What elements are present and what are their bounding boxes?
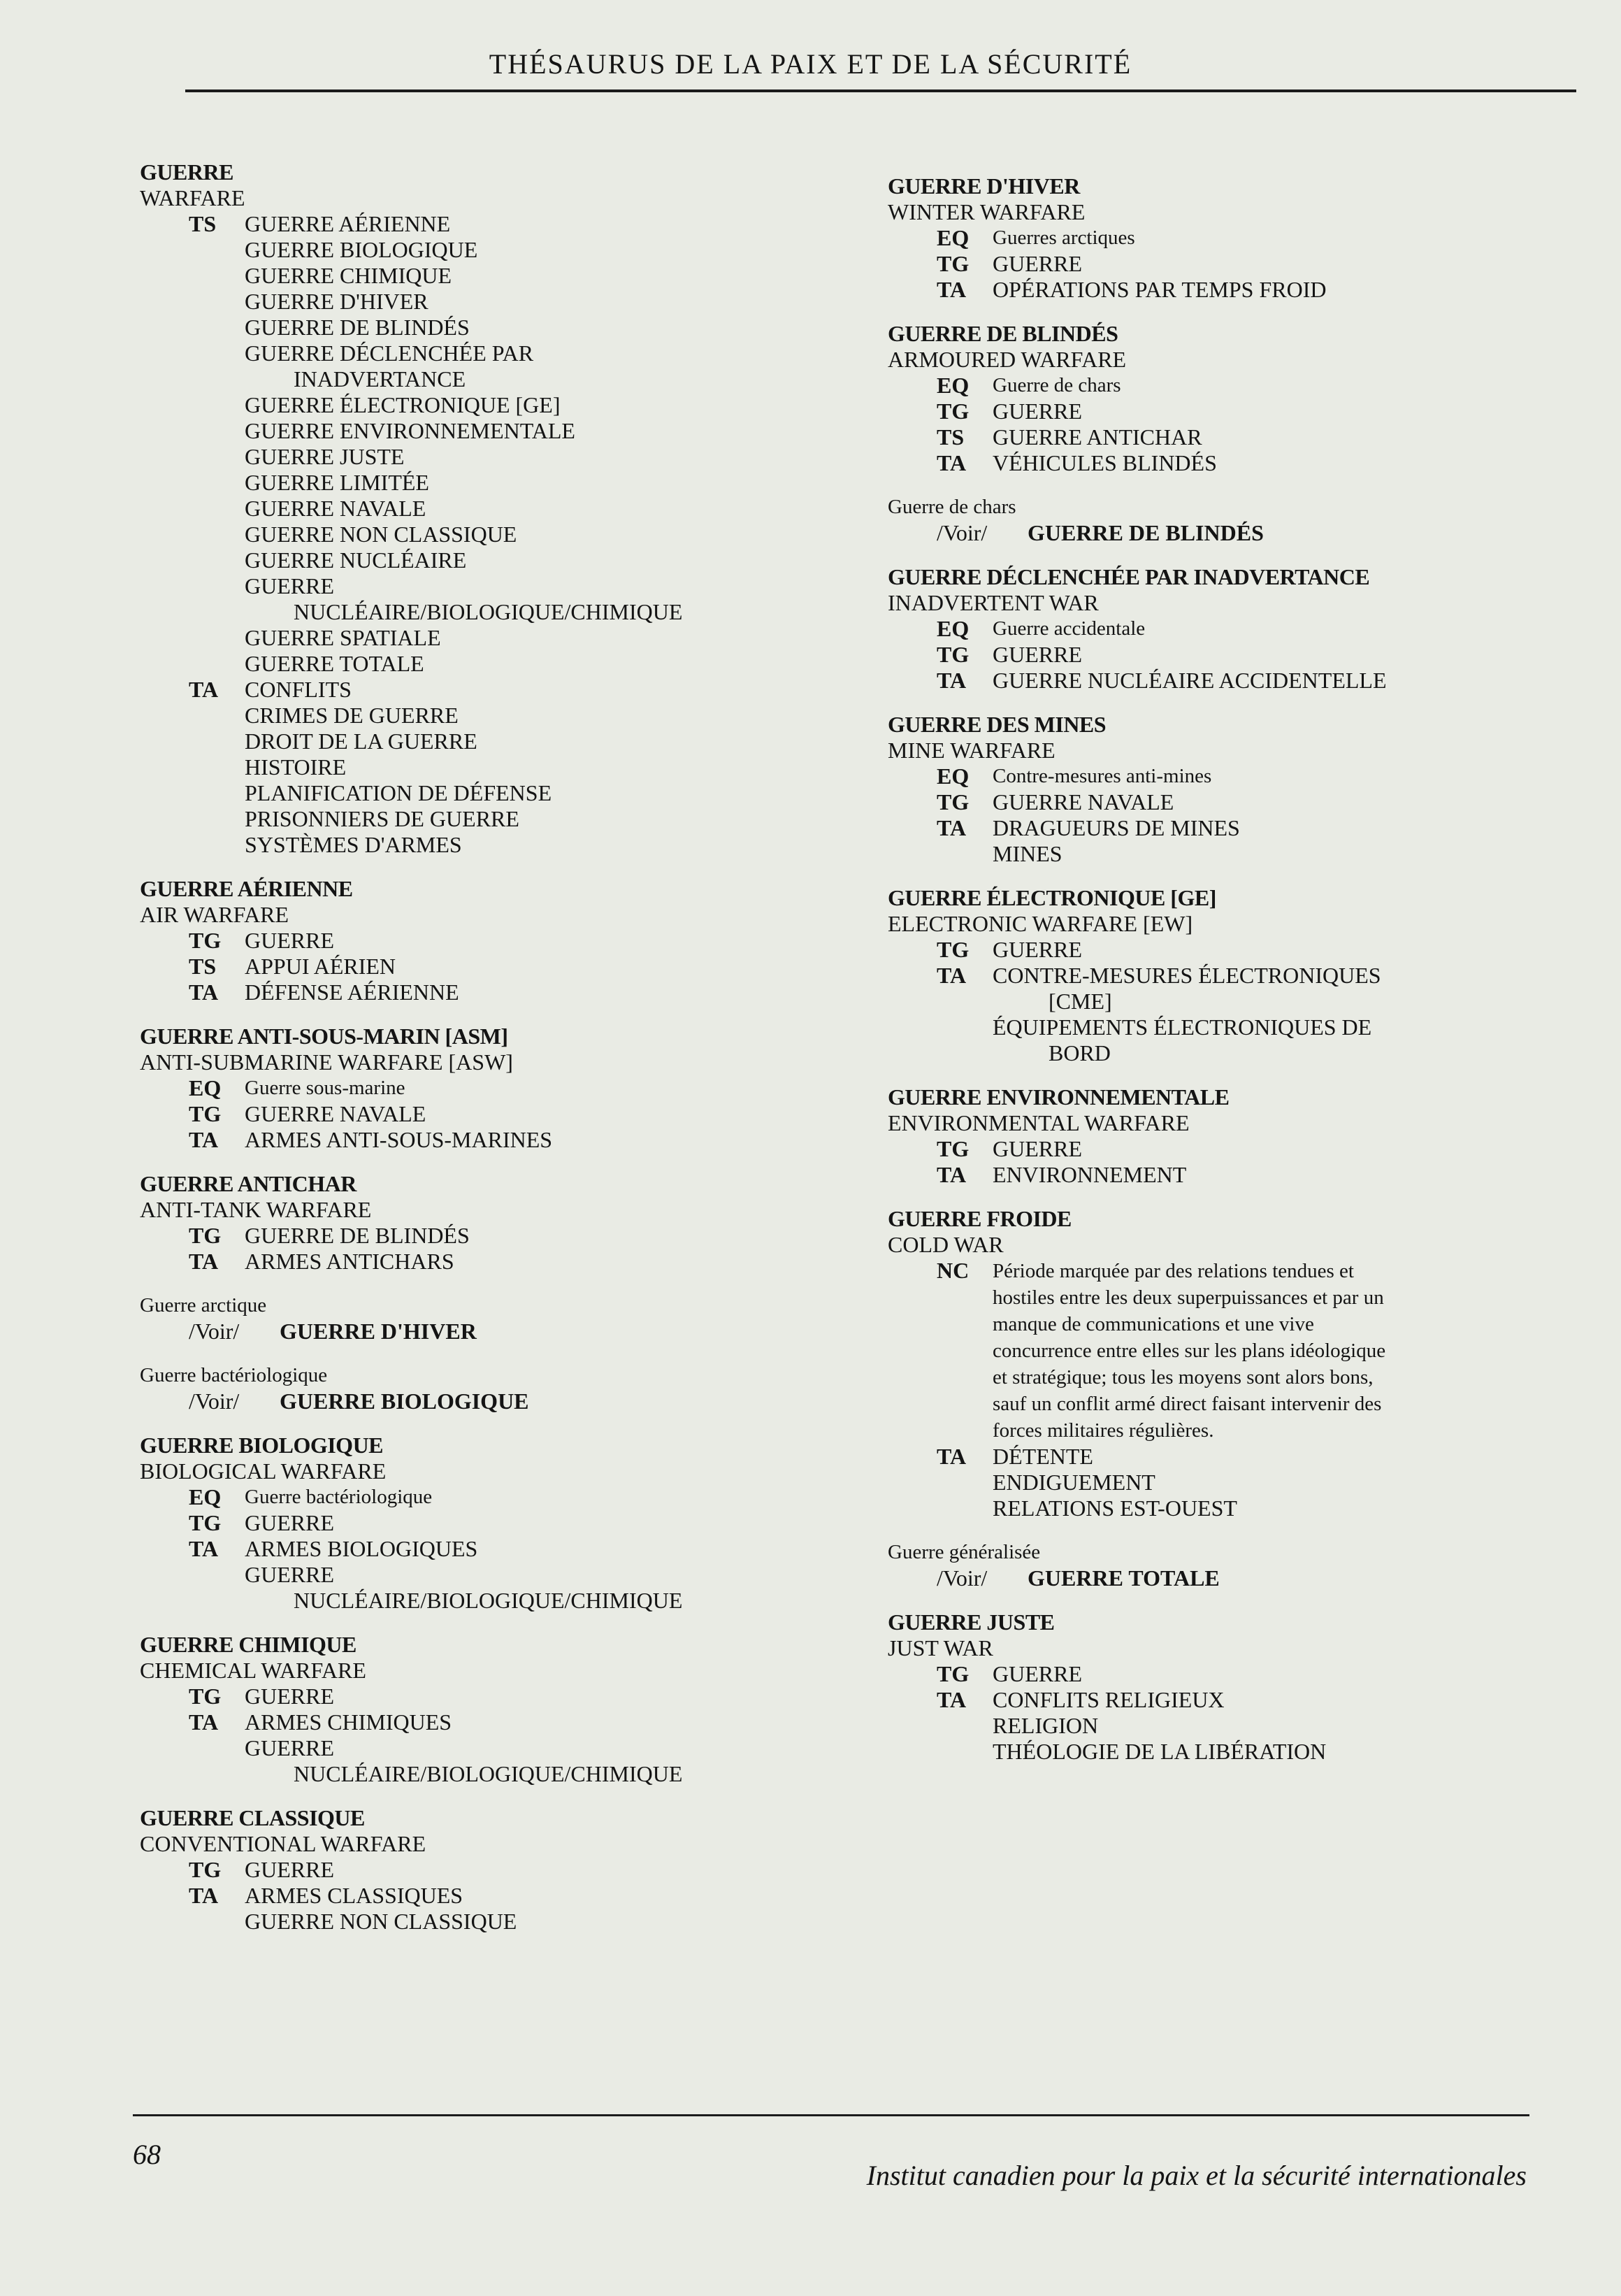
ta-list xyxy=(245,677,860,858)
eq-item: Guerres arctiques xyxy=(993,227,1135,249)
ta-relation xyxy=(140,1709,860,1787)
ta-item: MINES xyxy=(993,841,1062,866)
eq-item: Guerre de chars xyxy=(993,374,1121,396)
tg-item: GUERRE xyxy=(245,928,334,953)
entry-guerre-antichar xyxy=(140,1171,860,1275)
see-entry-guerre-bacteriologique xyxy=(140,1363,860,1414)
ta-list xyxy=(245,1709,860,1787)
ta-item: GUERRE xyxy=(245,1735,334,1760)
ta-relation xyxy=(888,815,1559,867)
english-term: AIR WARFARE xyxy=(140,902,289,927)
bottom-rule xyxy=(133,2114,1529,2116)
entry-guerre-d-hiver xyxy=(888,173,1559,303)
ts-item: GUERRE NAVALE xyxy=(245,496,426,521)
ta-item: ENVIRONNEMENT xyxy=(993,1162,1187,1187)
voir-label: /Voir/ xyxy=(937,520,988,545)
see-entry-guerre-arctique xyxy=(140,1293,860,1344)
ts-code: TS xyxy=(189,211,217,236)
ta-list xyxy=(993,963,1559,1066)
eq-item: Guerre sous-marine xyxy=(245,1077,405,1099)
note-line: concurrence entre elles sur les plans idéologique xyxy=(993,1340,1386,1362)
ts-item: GUERRE ANTICHAR xyxy=(993,424,1202,450)
right-column xyxy=(888,173,1559,1783)
ta-code: TA xyxy=(937,1444,967,1469)
eq-code: EQ xyxy=(189,1484,222,1509)
ta-item: THÉOLOGIE DE LA LIBÉRATION xyxy=(993,1739,1327,1764)
note-line: forces militaires régulières. xyxy=(993,1419,1214,1442)
term: GUERRE ÉLECTRONIQUE [GE] xyxy=(888,885,1216,910)
ts-item: GUERRE BIOLOGIQUE xyxy=(245,237,478,262)
tg-relation xyxy=(888,251,1559,277)
tg-code: TG xyxy=(189,1101,222,1126)
english-term: BIOLOGICAL WARFARE xyxy=(140,1458,387,1484)
page-title: THÉSAURUS DE LA PAIX ET DE LA SÉCURITÉ xyxy=(489,48,1132,80)
ta-item: CONTRE-MESURES ÉLECTRONIQUES xyxy=(993,963,1381,988)
see-target-link[interactable]: GUERRE DE BLINDÉS xyxy=(1028,520,1264,545)
english-term: ANTI-SUBMARINE WARFARE [ASW] xyxy=(140,1049,513,1075)
ts-code: TS xyxy=(937,424,965,450)
ta-item: RELIGION xyxy=(993,1713,1099,1738)
tg-code: TG xyxy=(189,1510,222,1535)
english-term: COLD WAR xyxy=(888,1232,1004,1257)
entry-guerre-juste xyxy=(888,1609,1559,1765)
tg-code: TG xyxy=(937,789,970,815)
tg-item: GUERRE xyxy=(245,1857,334,1882)
scope-note xyxy=(993,1258,1559,1444)
eq-relation xyxy=(140,1075,860,1101)
tg-relation xyxy=(888,1136,1559,1162)
ta-code: TA xyxy=(189,1127,219,1152)
ta-item: ARMES CLASSIQUES xyxy=(245,1883,463,1908)
ta-item: CONFLITS RELIGIEUX xyxy=(993,1687,1225,1712)
ta-code: TA xyxy=(937,815,967,840)
ts-item: GUERRE xyxy=(245,573,334,598)
entry-guerre-biologique xyxy=(140,1433,860,1614)
term: GUERRE DES MINES xyxy=(888,712,1107,737)
ta-item: ARMES BIOLOGIQUES xyxy=(245,1536,478,1561)
tg-code: TG xyxy=(189,1684,222,1709)
ts-item: GUERRE LIMITÉE xyxy=(245,470,429,495)
ta-list xyxy=(245,1883,860,1935)
ta-code: TA xyxy=(937,450,967,475)
ta-item: RELATIONS EST-OUEST xyxy=(993,1495,1237,1521)
term: GUERRE FROIDE xyxy=(888,1206,1072,1231)
tg-relation xyxy=(888,399,1559,424)
note-line: Période marquée par des relations tendues et xyxy=(993,1260,1354,1282)
entry-guerre-de-blindes xyxy=(888,321,1559,476)
top-rule xyxy=(185,89,1576,92)
entry-guerre xyxy=(140,159,860,858)
tg-code: TG xyxy=(189,1223,222,1248)
nc-code: NC xyxy=(937,1258,970,1283)
eq-code: EQ xyxy=(937,225,970,250)
ts-relation xyxy=(140,211,860,677)
voir-label: /Voir/ xyxy=(189,1389,240,1414)
ta-item: CONFLITS xyxy=(245,677,352,702)
ta-item: ARMES ANTI-SOUS-MARINES xyxy=(245,1127,553,1152)
term: GUERRE CHIMIQUE xyxy=(140,1632,356,1657)
eq-relation xyxy=(888,225,1559,251)
english-term: ENVIRONMENTAL WARFARE xyxy=(888,1110,1190,1135)
ta-item: GUERRE NUCLÉAIRE ACCIDENTELLE xyxy=(993,668,1387,693)
see-target-link[interactable]: GUERRE TOTALE xyxy=(1028,1565,1220,1591)
ts-item: GUERRE NON CLASSIQUE xyxy=(245,522,517,547)
nc-relation xyxy=(888,1258,1559,1444)
eq-relation xyxy=(140,1484,860,1510)
ta-relation xyxy=(888,1687,1559,1765)
tg-item: GUERRE DE BLINDÉS xyxy=(245,1223,470,1248)
term: GUERRE ENVIRONNEMENTALE xyxy=(888,1084,1230,1110)
ts-relation xyxy=(140,954,860,980)
ts-item: GUERRE ENVIRONNEMENTALE xyxy=(245,418,575,443)
tg-item: GUERRE xyxy=(245,1510,334,1535)
see-reference xyxy=(140,1389,860,1414)
tg-relation xyxy=(888,937,1559,963)
tg-code: TG xyxy=(937,399,970,424)
see-label: Guerre bactériologique xyxy=(140,1364,328,1386)
ta-item: ÉQUIPEMENTS ÉLECTRONIQUES DE xyxy=(993,1014,1372,1040)
see-reference xyxy=(140,1319,860,1344)
ta-item: GUERRE xyxy=(245,1562,334,1587)
ta-relation xyxy=(888,1444,1559,1521)
ta-item: HISTOIRE xyxy=(245,754,347,780)
ta-item: DRAGUEURS DE MINES xyxy=(993,815,1240,840)
ta-item-continued: BORD xyxy=(1049,1040,1111,1066)
ta-code: TA xyxy=(937,277,967,302)
english-term: JUST WAR xyxy=(888,1635,993,1660)
english-term: WINTER WARFARE xyxy=(888,199,1086,224)
ta-item: CRIMES DE GUERRE xyxy=(245,703,459,728)
ta-item: PRISONNIERS DE GUERRE xyxy=(245,806,519,831)
note-line: et stratégique; tous les moyens sont alors bons, xyxy=(993,1366,1374,1389)
tg-relation xyxy=(140,1510,860,1536)
tg-code: TG xyxy=(937,642,970,667)
ta-list xyxy=(993,815,1559,867)
eq-relation xyxy=(888,763,1559,789)
see-label: Guerre généralisée xyxy=(888,1541,1041,1563)
term: GUERRE D'HIVER xyxy=(888,173,1080,199)
ta-item-continued: NUCLÉAIRE/BIOLOGIQUE/CHIMIQUE xyxy=(294,1588,683,1613)
ta-relation xyxy=(888,963,1559,1066)
ts-code: TS xyxy=(189,954,217,979)
ta-relation xyxy=(888,668,1559,694)
ta-relation xyxy=(140,1883,860,1935)
ta-relation xyxy=(140,1249,860,1275)
english-term: MINE WARFARE xyxy=(888,738,1056,763)
voir-label: /Voir/ xyxy=(189,1319,240,1344)
ta-relation xyxy=(140,677,860,858)
ta-item: DROIT DE LA GUERRE xyxy=(245,729,477,754)
ta-code: TA xyxy=(189,1883,219,1908)
eq-item: Contre-mesures anti-mines xyxy=(993,765,1212,787)
english-term: ARMOURED WARFARE xyxy=(888,347,1127,372)
ts-list xyxy=(245,211,860,677)
see-entry-guerre-generalisee xyxy=(888,1540,1559,1591)
tg-code: TG xyxy=(189,1857,222,1882)
see-target-link[interactable]: GUERRE BIOLOGIQUE xyxy=(280,1389,529,1414)
ta-item-continued: [CME] xyxy=(1049,989,1112,1014)
voir-label: /Voir/ xyxy=(937,1565,988,1591)
ta-relation xyxy=(140,1127,860,1153)
eq-code: EQ xyxy=(189,1075,222,1100)
ta-code: TA xyxy=(189,1536,219,1561)
ta-item: GUERRE NON CLASSIQUE xyxy=(245,1909,517,1934)
ta-relation xyxy=(888,277,1559,303)
tg-code: TG xyxy=(189,928,222,953)
eq-code: EQ xyxy=(937,373,970,398)
ta-code: TA xyxy=(189,677,219,702)
term: GUERRE AÉRIENNE xyxy=(140,876,353,901)
tg-relation xyxy=(888,789,1559,815)
tg-item: GUERRE NAVALE xyxy=(993,789,1174,815)
ta-code: TA xyxy=(937,1687,967,1712)
ts-item: GUERRE AÉRIENNE xyxy=(245,211,451,236)
english-term: CHEMICAL WARFARE xyxy=(140,1658,366,1683)
ta-item: PLANIFICATION DE DÉFENSE xyxy=(245,780,552,805)
tg-relation xyxy=(140,1101,860,1127)
eq-item: Guerre bactériologique xyxy=(245,1486,433,1508)
ta-relation xyxy=(140,980,860,1005)
tg-item: GUERRE xyxy=(993,399,1082,424)
ta-item: SYSTÈMES D'ARMES xyxy=(245,832,462,857)
ta-item: OPÉRATIONS PAR TEMPS FROID xyxy=(993,277,1327,302)
see-reference xyxy=(888,1565,1559,1591)
eq-code: EQ xyxy=(937,616,970,641)
ta-code: TA xyxy=(937,668,967,693)
tg-item: GUERRE NAVALE xyxy=(245,1101,426,1126)
tg-item: GUERRE xyxy=(993,937,1082,962)
entry-guerre-environnementale xyxy=(888,1084,1559,1188)
tg-code: TG xyxy=(937,1661,970,1686)
ta-item: DÉFENSE AÉRIENNE xyxy=(245,980,459,1005)
tg-relation xyxy=(140,1223,860,1249)
tg-item: GUERRE xyxy=(993,251,1082,276)
see-target-link[interactable]: GUERRE D'HIVER xyxy=(280,1319,477,1344)
see-label: Guerre arctique xyxy=(140,1294,267,1316)
ts-item: GUERRE CHIMIQUE xyxy=(245,263,452,288)
ts-item: GUERRE TOTALE xyxy=(245,651,424,676)
tg-code: TG xyxy=(937,251,970,276)
tg-item: GUERRE xyxy=(993,1136,1082,1161)
ta-code: TA xyxy=(937,1162,967,1187)
term: GUERRE xyxy=(140,159,233,185)
ta-list xyxy=(993,1444,1559,1521)
ta-item: DÉTENTE xyxy=(993,1444,1093,1469)
ta-code: TA xyxy=(937,963,967,988)
ta-relation xyxy=(888,450,1559,476)
ta-item: ENDIGUEMENT xyxy=(993,1470,1155,1495)
entry-guerre-chimique xyxy=(140,1632,860,1787)
ts-item: GUERRE SPATIALE xyxy=(245,625,441,650)
tg-relation xyxy=(140,1857,860,1883)
entry-guerre-anti-sous-marin xyxy=(140,1024,860,1153)
eq-item: Guerre accidentale xyxy=(993,617,1146,640)
tg-code: TG xyxy=(937,937,970,962)
page-number: 68 xyxy=(133,2139,161,2170)
english-term: ELECTRONIC WARFARE [EW] xyxy=(888,911,1193,936)
tg-relation xyxy=(140,1684,860,1709)
ta-list xyxy=(993,1687,1559,1765)
ta-code: TA xyxy=(189,1709,219,1735)
ta-item: ARMES ANTICHARS xyxy=(245,1249,454,1274)
entry-guerre-electronique xyxy=(888,885,1559,1066)
tg-relation xyxy=(140,928,860,954)
ta-code: TA xyxy=(189,1249,219,1274)
eq-code: EQ xyxy=(937,763,970,789)
ta-item: VÉHICULES BLINDÉS xyxy=(993,450,1217,475)
ts-item: GUERRE DÉCLENCHÉE PAR xyxy=(245,340,534,366)
english-term: ANTI-TANK WARFARE xyxy=(140,1197,372,1222)
tg-item: GUERRE xyxy=(993,1661,1082,1686)
ts-item: GUERRE D'HIVER xyxy=(245,289,428,314)
eq-relation xyxy=(888,616,1559,642)
english-term: INADVERTENT WAR xyxy=(888,590,1099,615)
note-line: hostiles entre les deux superpuissances et par un xyxy=(993,1286,1384,1309)
tg-code: TG xyxy=(937,1136,970,1161)
note-line: manque de communications et une vive xyxy=(993,1313,1314,1335)
entry-guerre-froide xyxy=(888,1206,1559,1521)
ta-item: ARMES CHIMIQUES xyxy=(245,1709,452,1735)
term: GUERRE ANTI-SOUS-MARIN [ASM] xyxy=(140,1024,508,1049)
ts-relation xyxy=(888,424,1559,450)
tg-item: GUERRE xyxy=(993,642,1082,667)
ts-item: GUERRE ÉLECTRONIQUE [GE] xyxy=(245,392,561,417)
ts-item: GUERRE NUCLÉAIRE xyxy=(245,547,467,573)
term: GUERRE CLASSIQUE xyxy=(140,1805,365,1830)
ts-item: GUERRE JUSTE xyxy=(245,444,405,469)
tg-relation xyxy=(888,642,1559,668)
term: GUERRE DE BLINDÉS xyxy=(888,321,1118,346)
tg-item: GUERRE xyxy=(245,1684,334,1709)
term: GUERRE BIOLOGIQUE xyxy=(140,1433,384,1458)
ts-item: APPUI AÉRIEN xyxy=(245,954,396,979)
eq-relation xyxy=(888,373,1559,399)
see-reference xyxy=(888,520,1559,546)
ta-relation xyxy=(140,1536,860,1614)
entry-guerre-aerienne xyxy=(140,876,860,1005)
entry-guerre-declenchee xyxy=(888,564,1559,694)
ts-item-continued: NUCLÉAIRE/BIOLOGIQUE/CHIMIQUE xyxy=(294,599,683,624)
tg-relation xyxy=(888,1661,1559,1687)
ts-item: GUERRE DE BLINDÉS xyxy=(245,315,470,340)
term: GUERRE JUSTE xyxy=(888,1609,1055,1635)
english-term: CONVENTIONAL WARFARE xyxy=(140,1831,426,1856)
term: GUERRE DÉCLENCHÉE PAR INADVERTANCE xyxy=(888,564,1370,589)
see-entry-guerre-de-chars xyxy=(888,494,1559,546)
ta-relation xyxy=(888,1162,1559,1188)
publisher-name: Institut canadien pour la paix et la sécurité internationales xyxy=(866,2160,1527,2191)
english-term: WARFARE xyxy=(140,185,245,210)
entry-guerre-des-mines xyxy=(888,712,1559,867)
ta-list xyxy=(245,1536,860,1614)
note-line: sauf un conflit armé direct faisant intervenir des xyxy=(993,1393,1382,1415)
ta-item-continued: NUCLÉAIRE/BIOLOGIQUE/CHIMIQUE xyxy=(294,1761,683,1786)
left-column xyxy=(140,159,860,1953)
ta-code: TA xyxy=(189,980,219,1005)
see-label: Guerre de chars xyxy=(888,496,1016,518)
ts-item-continued: INADVERTANCE xyxy=(294,366,466,392)
term: GUERRE ANTICHAR xyxy=(140,1171,356,1196)
entry-guerre-classique xyxy=(140,1805,860,1935)
